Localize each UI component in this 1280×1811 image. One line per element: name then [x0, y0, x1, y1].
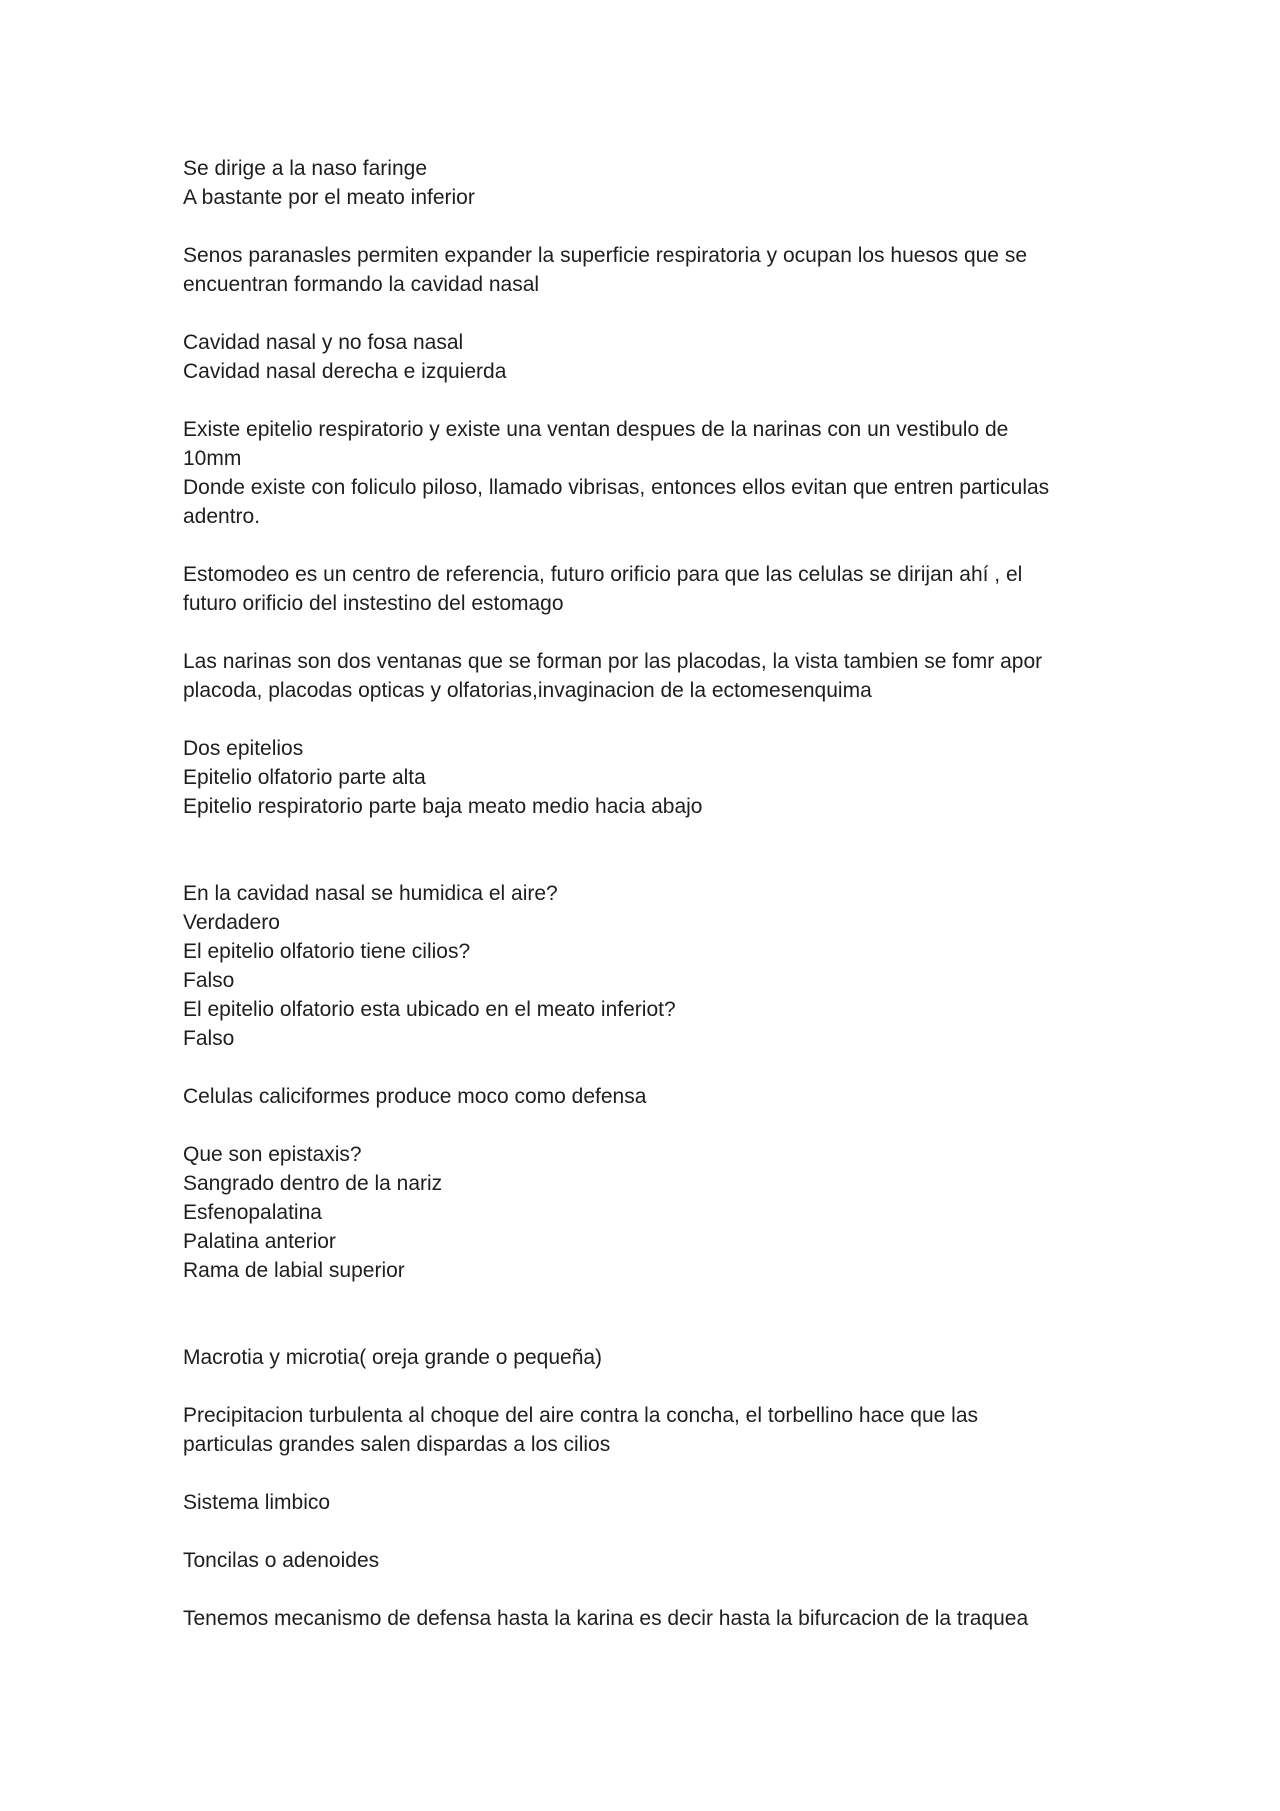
text-line: Dos epitelios	[183, 737, 304, 760]
text-line: placoda, placodas opticas y olfatorias,invaginacion de la ectomesenquima	[183, 679, 872, 702]
text-line: Falso	[183, 969, 235, 992]
paragraph-epistaxis	[183, 1140, 1103, 1285]
paragraph-precipitacion	[183, 1401, 1103, 1459]
paragraph-celulas-caliciformes	[183, 1082, 1103, 1111]
text-line: Cavidad nasal derecha e izquierda	[183, 360, 507, 383]
text-line: Rama de labial superior	[183, 1259, 405, 1282]
document-body	[183, 154, 1103, 1662]
paragraph-estomodeo	[183, 560, 1103, 618]
text-line: Existe epitelio respiratorio y existe una ventan despues de la narinas con un vestibulo de	[183, 418, 1009, 441]
text-line: encuentran formando la cavidad nasal	[183, 273, 540, 296]
text-line: futuro orificio del instestino del estomago	[183, 592, 564, 615]
text-line: Se dirige a la naso faringe	[183, 157, 427, 180]
text-line: adentro.	[183, 505, 261, 528]
paragraph-questions	[183, 879, 1103, 1053]
text-line: Sistema limbico	[183, 1491, 331, 1514]
paragraph-naso-faringe	[183, 154, 1103, 212]
text-line: 10mm	[183, 447, 242, 470]
text-line: Epitelio respiratorio parte baja meato medio hacia abajo	[183, 795, 703, 818]
text-line: Verdadero	[183, 911, 280, 934]
text-line: Toncilas o adenoides	[183, 1549, 380, 1572]
text-line: A bastante por el meato inferior	[183, 186, 475, 209]
paragraph-dos-epitelios	[183, 734, 1103, 821]
text-line: Epitelio olfatorio parte alta	[183, 766, 426, 789]
text-line: El epitelio olfatorio tiene cilios?	[183, 940, 471, 963]
text-line: Falso	[183, 1027, 235, 1050]
paragraph-senos-paranasales	[183, 241, 1103, 299]
paragraph-narinas	[183, 647, 1103, 705]
paragraph-toncilas	[183, 1546, 1103, 1575]
text-line: Precipitacion turbulenta al choque del aire contra la concha, el torbellino hace que las	[183, 1404, 979, 1427]
text-line: Cavidad nasal y no fosa nasal	[183, 331, 464, 354]
text-line: Tenemos mecanismo de defensa hasta la karina es decir hasta la bifurcacion de la traquea	[183, 1607, 1029, 1630]
paragraph-sistema-limbico	[183, 1488, 1103, 1517]
paragraph-epitelio-respiratorio	[183, 415, 1103, 531]
text-line: Donde existe con foliculo piloso, llamado vibrisas, entonces ellos evitan que entren particulas	[183, 476, 1050, 499]
text-line: Celulas caliciformes produce moco como defensa	[183, 1085, 647, 1108]
text-line: Las narinas son dos ventanas que se forman por las placodas, la vista tambien se fomr apor	[183, 650, 1043, 673]
text-line: Macrotia y microtia( oreja grande o pequeña)	[183, 1346, 603, 1369]
text-line: Esfenopalatina	[183, 1201, 322, 1224]
text-line: Senos paranasles permiten expander la superficie respiratoria y ocupan los huesos que se	[183, 244, 1027, 267]
text-line: El epitelio olfatorio esta ubicado en el meato inferiot?	[183, 998, 676, 1021]
text-line: En la cavidad nasal se humidica el aire?	[183, 882, 558, 905]
text-line: particulas grandes salen dispardas a los cilios	[183, 1433, 611, 1456]
text-line: Sangrado dentro de la nariz	[183, 1172, 443, 1195]
text-line: Estomodeo es un centro de referencia, futuro orificio para que las celulas se dirijan ahí , el	[183, 563, 1023, 586]
paragraph-cavidad-nasal	[183, 328, 1103, 386]
text-line: Que son epistaxis?	[183, 1143, 362, 1166]
paragraph-mecanismo-defensa	[183, 1604, 1103, 1633]
text-line: Palatina anterior	[183, 1230, 336, 1253]
paragraph-macrotia	[183, 1343, 1103, 1372]
